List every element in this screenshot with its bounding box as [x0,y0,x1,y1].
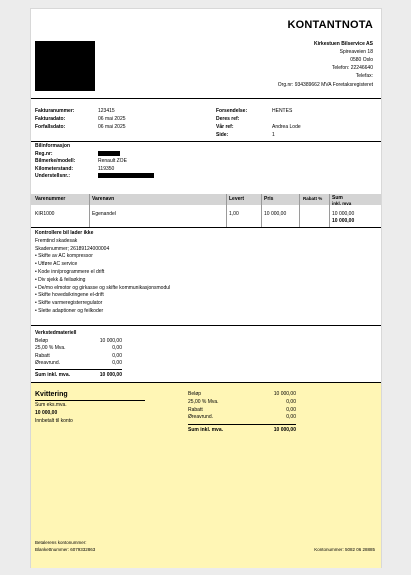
field-value: HENTES [272,108,293,114]
list-item: • Skifte hovedsikringene el-drift [35,292,170,300]
footer-account: Kontonummer: 5082 06 28885 [314,547,375,552]
km-label: Kilometerstand: [35,165,74,172]
divider [31,141,381,142]
receipt-sum-ex-value: 10 000,00 [35,409,58,416]
workshop-total-label: Sum inkl. mva. [35,371,71,378]
receipt-paid: Innbetalt til konto [35,417,73,424]
row-levert: 1,00 [229,211,239,217]
divider [31,227,381,228]
workshop-label: 25,00 % Mva. [35,345,66,352]
receipt-total-label: Sum inkl. mva. [188,427,224,434]
invoice-page [30,8,382,568]
chassis-label: Understellsnr.: [35,173,71,179]
row-sum-total: 10 000,00 [332,218,355,224]
workshop-value: 0,00 [112,360,122,367]
field-label: Forfallsdato: [35,124,66,130]
workshop-value: 0,00 [112,352,122,359]
workshop-materials [35,330,122,380]
list-item: • Skifte varmeregisterregulator [35,300,170,308]
redacted-chassis [98,173,154,178]
redacted-regnr [98,151,120,156]
regnr-label: Reg.nr: [35,150,53,157]
redacted-logo [35,41,95,91]
list-item: • De/mo elmotor og girkasse og skifte kommunikasjonsmodul [35,285,170,293]
receipt-label: Beløp [188,391,202,397]
col-levert: Levert [229,196,245,202]
company-info [278,40,373,89]
table-row [31,205,381,227]
field-label: Deres ref: [216,116,240,122]
row-varenummer: KIR1000 [35,211,55,217]
divider [31,98,381,99]
receipt-value: 10 000,00 [273,391,296,397]
workshop-value: 0,00 [112,345,122,352]
row-varenavn: Egenandel [92,211,116,217]
col-rabatt: Rabatt % [303,196,323,201]
receipt-sum-ex-label: Sum eks.mva. [35,402,67,408]
col-sum: Sum [332,195,343,201]
receipt-title: Kvittering [35,391,68,398]
model-label: Bilmerke/modell: [35,158,76,164]
field-value: 06 mai 2025 [98,124,126,130]
field-value: 06 mai 2025 [98,116,126,122]
row-pris: 10 000,00 [264,211,287,217]
footer-left [35,539,95,553]
workshop-label: Øreavrund. [35,360,61,367]
receipt-value: 0,00 [286,398,296,405]
field-label: Fakturadato: [35,116,66,122]
field-value: 1 [272,132,275,138]
field-label: Side: [216,132,229,138]
vehicle-info [35,143,154,181]
row-sum: 10 000,00 [332,211,355,217]
invoice-fields-right [216,107,301,139]
receipt-value: 0,00 [286,406,296,413]
divider [31,325,381,326]
company-address-2: 0580 Oslo [350,57,373,63]
field-value [272,115,301,123]
divider [35,400,145,401]
list-item: • Utføre AC service [35,261,170,269]
list-item: • Kode inn/programmere el drift [35,269,170,277]
company-name: Kirkestuen Bilservice AS [313,41,373,47]
col-varenavn: Varenavn [92,196,115,202]
km-value: 119350 [98,165,115,172]
receipt-value: 0,00 [286,414,296,421]
company-orgnr: Org.nr: 934389662 MVA Foretaksregisteret [277,82,373,88]
model-value: Renault ZOE [98,158,127,164]
workshop-label: Rabatt [35,352,50,359]
notes-line: Skadenummer; 26189124000004 [35,245,110,252]
footer-payer-account: Betalerens kontonummer: [35,540,87,545]
field-value: Andrea Lode [272,124,301,130]
col-pris: Pris [264,196,274,202]
company-address-1: Spireaveien 18 [339,49,373,55]
receipt-totals [188,391,296,435]
col-sum-sub: inkl. mva [332,201,352,206]
field-label: Vår ref: [216,124,234,130]
receipt-left [35,402,73,425]
notes-title: Kontrollere bil lader ikke [35,230,94,236]
workshop-label: Beløp [35,337,49,344]
list-item: • Skifte av AC kompressor [35,253,170,261]
list-item: • Slette adaptioner og feilkoder [35,308,170,316]
work-notes [35,230,170,316]
footer-form-number: Blankettnummer: 6079332863 [35,547,96,552]
company-fax: Telefax: [355,73,373,79]
notes-line: Fremtind skadesak [35,237,78,244]
receipt-section [31,382,381,568]
col-varenummer: Varenummer [35,196,66,202]
receipt-label: 25,00 % Mva. [188,398,219,405]
workshop-title: Verkstedmateriell [35,330,77,336]
field-label: Fakturanummer: [35,108,75,114]
receipt-label: Øreavrund. [188,414,214,421]
field-value: 123415 [98,108,115,114]
invoice-fields-left [35,107,126,131]
receipt-label: Rabatt [188,406,203,413]
company-phone: Telefon: 22246640 [331,65,373,71]
vehicle-heading: Bilinformasjon [35,143,71,149]
field-label: Forsendelse: [216,108,248,114]
list-item: • Div sjekk & feilsøking [35,277,170,285]
document-title: KONTANTNOTA [287,19,373,31]
receipt-total-value: 10 000,00 [273,427,296,434]
workshop-total-value: 10 000,00 [99,371,122,378]
workshop-value: 10 000,00 [99,337,122,344]
